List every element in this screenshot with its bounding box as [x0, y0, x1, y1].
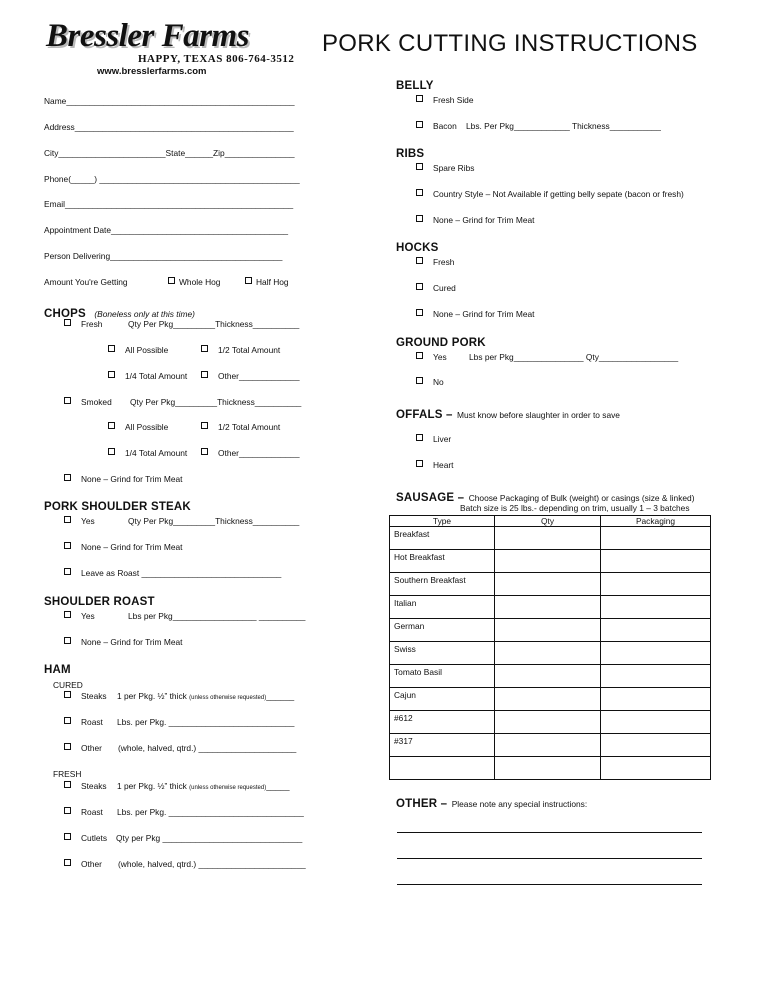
special-instructions-line[interactable] — [397, 858, 702, 859]
hocks-fresh[interactable] — [416, 257, 454, 267]
fresh-label: Fresh — [433, 257, 455, 267]
ribs-none-grind[interactable] — [416, 215, 534, 225]
sausage-note: Choose Packaging of Bulk (weight) or casings (size & linked) — [468, 493, 695, 503]
heart-label: Heart — [433, 460, 454, 470]
chops-fresh-all-possible[interactable] — [108, 345, 168, 355]
checkbox-icon[interactable] — [108, 371, 115, 378]
cured-label: Cured — [433, 283, 456, 293]
shoulder-roast-heading: SHOULDER ROAST — [44, 596, 155, 608]
sausage-qty-cell[interactable] — [495, 596, 601, 619]
checkbox-icon[interactable] — [64, 691, 71, 698]
belly-heading: BELLY — [396, 80, 434, 92]
sausage-qty-cell[interactable] — [495, 688, 601, 711]
name-field[interactable]: Name_________________________________________________ — [44, 96, 295, 106]
table-row — [390, 711, 711, 734]
none-grind-label: None – Grind for Trim Meat — [433, 309, 535, 319]
ham-fresh-label: FRESH — [53, 769, 82, 779]
checkbox-icon[interactable] — [64, 611, 71, 618]
checkbox-icon[interactable] — [64, 743, 71, 750]
checkbox-icon[interactable] — [64, 833, 71, 840]
ham-cured-steaks-desc — [117, 691, 294, 701]
checkbox-icon[interactable] — [64, 717, 71, 724]
chops-title: CHOPS — [44, 308, 86, 320]
checkbox-icon[interactable] — [416, 121, 423, 128]
ground-pork-heading: GROUND PORK — [396, 337, 486, 349]
sausage-type-cell: Swiss — [390, 642, 495, 665]
chops-fresh-label: Fresh — [81, 319, 103, 329]
offals-note: Must know before slaughter in order to save — [457, 410, 620, 420]
table-row — [390, 688, 711, 711]
belly-bacon[interactable] — [416, 121, 457, 131]
no-label: No — [433, 377, 444, 387]
ham-fresh-other[interactable] — [64, 859, 102, 869]
steaks-label: Steaks — [81, 781, 107, 791]
yes-label: Yes — [433, 352, 447, 362]
sausage-type-cell: Tomato Basil — [390, 665, 495, 688]
half-hog-label: Half Hog — [256, 277, 289, 287]
column-header-type: Type — [390, 516, 495, 527]
sausage-type-cell: #612 — [390, 711, 495, 734]
sausage-packaging-cell[interactable] — [601, 757, 711, 780]
cutlets-label: Cutlets — [81, 833, 108, 843]
address-field[interactable]: Address_______________________________________________ — [44, 122, 294, 132]
checkbox-icon[interactable] — [64, 397, 71, 404]
country-style-label: Country Style – Not Available if getting belly sepate (bacon or fresh) — [433, 189, 684, 199]
chops-smoked-all-possible[interactable] — [108, 422, 168, 432]
chops-smoked-half-total[interactable] — [201, 422, 280, 432]
ham-cured-steaks[interactable] — [64, 691, 107, 701]
ham-heading: HAM — [44, 664, 71, 676]
column-header-qty: Qty — [495, 516, 601, 527]
ham-cured-other[interactable] — [64, 743, 102, 753]
shoulder-steak-yes[interactable] — [64, 516, 95, 526]
ham-fresh-cutlets[interactable] — [64, 833, 107, 843]
offals-heading — [396, 405, 620, 423]
ham-fresh-roast-field[interactable]: Lbs. per Pkg. _____________________________ — [117, 807, 304, 817]
checkbox-icon[interactable] — [64, 807, 71, 814]
liver-label: Liver — [433, 434, 452, 444]
other-title: OTHER – — [396, 798, 448, 810]
yes-label: Yes — [81, 516, 95, 526]
table-row — [390, 550, 711, 573]
ham-fresh-steaks[interactable] — [64, 781, 107, 791]
chops-fresh-other[interactable] — [201, 371, 300, 381]
checkbox-icon[interactable] — [416, 309, 423, 316]
shoulder-roast-none-grind[interactable] — [64, 637, 182, 647]
column-header-packaging: Packaging — [601, 516, 711, 527]
chops-smoked-option[interactable] — [64, 397, 112, 407]
sausage-type-cell: Hot Breakfast — [390, 550, 495, 573]
bressler-farms-logo — [46, 18, 295, 68]
table-row — [390, 573, 711, 596]
chops-smoked-other[interactable] — [201, 448, 300, 458]
checkbox-icon[interactable] — [201, 448, 208, 455]
chops-fresh-option[interactable] — [64, 319, 102, 329]
other-note: Please note any special instructions: — [451, 799, 588, 809]
checkbox-icon[interactable] — [201, 345, 208, 352]
steaks-desc: 1 per Pkg. ½” thick — [117, 781, 187, 791]
ham-cured-label: CURED — [53, 680, 83, 690]
sausage-qty-cell[interactable] — [495, 527, 601, 550]
checkbox-icon[interactable] — [416, 163, 423, 170]
checkbox-icon[interactable] — [416, 460, 423, 467]
none-grind-label: None – Grind for Trim Meat — [81, 542, 183, 552]
steaks-label: Steaks — [81, 691, 107, 701]
sausage-table — [389, 515, 711, 780]
amount-label: Amount You're Getting — [44, 277, 128, 287]
shoulder-steak-none-grind[interactable] — [64, 542, 182, 552]
ribs-country-style[interactable] — [416, 189, 684, 199]
checkbox-icon[interactable] — [64, 319, 71, 326]
ham-cured-other-field[interactable]: (whole, halved, qtrd.) _____________________ — [118, 743, 297, 753]
appointment-date-field[interactable]: Appointment Date______________________________________ — [44, 225, 289, 235]
shoulder-roast-lbs-field[interactable]: Lbs per Pkg__________________ __________ — [128, 611, 306, 621]
table-row — [390, 757, 711, 780]
roast-label: Roast — [81, 807, 103, 817]
quarter-total-label: 1/4 Total Amount — [125, 371, 188, 381]
chops-none-grind[interactable] — [64, 474, 182, 484]
special-instructions-line[interactable] — [397, 884, 702, 885]
half-total-label: 1/2 Total Amount — [218, 345, 281, 355]
sausage-packaging-cell[interactable] — [601, 596, 711, 619]
chops-fresh-half-total[interactable] — [201, 345, 280, 355]
checkbox-icon[interactable] — [64, 637, 71, 644]
sausage-qty-cell[interactable] — [495, 550, 601, 573]
checkbox-icon[interactable] — [201, 422, 208, 429]
checkbox-icon[interactable] — [64, 781, 71, 788]
checkbox-icon[interactable] — [416, 434, 423, 441]
chops-fresh-quarter-total[interactable] — [108, 371, 187, 381]
sausage-qty-cell[interactable] — [495, 757, 601, 780]
ham-cured-roast[interactable] — [64, 717, 103, 727]
sausage-type-cell: #317 — [390, 734, 495, 757]
chops-note: (Boneless only at this time) — [94, 309, 195, 319]
quarter-total-label: 1/4 Total Amount — [125, 448, 188, 458]
person-delivering-field[interactable]: Person Delivering_____________________________________ — [44, 251, 283, 261]
shoulder-steak-qty-field[interactable]: Qty Per Pkg_________Thickness__________ — [128, 516, 300, 526]
hocks-heading: HOCKS — [396, 242, 439, 254]
steaks-note: (unless otherwise requested) — [189, 695, 267, 701]
half-hog-option[interactable] — [245, 277, 289, 287]
checkbox-icon[interactable] — [64, 568, 71, 575]
sausage-type-cell: Cajun — [390, 688, 495, 711]
page-title: PORK CUTTING INSTRUCTIONS — [322, 30, 698, 57]
bacon-lbs-field[interactable]: Lbs. Per Pkg____________ Thickness___________ — [466, 121, 661, 131]
ham-fresh-roast[interactable] — [64, 807, 103, 817]
fresh-side-label: Fresh Side — [433, 95, 474, 105]
checkbox-icon[interactable] — [416, 257, 423, 264]
sausage-packaging-cell[interactable] — [601, 711, 711, 734]
sausage-type-cell: German — [390, 619, 495, 642]
none-grind-label: None – Grind for Trim Meat — [433, 215, 535, 225]
hocks-none-grind[interactable] — [416, 309, 534, 319]
other-label: Other — [81, 859, 102, 869]
all-possible-label: All Possible — [125, 422, 169, 432]
chops-smoked-label: Smoked — [81, 397, 112, 407]
table-header-row — [390, 516, 711, 527]
city-state-zip-field[interactable]: City_______________________State______Zip_______________ — [44, 148, 295, 158]
whole-hog-label: Whole Hog — [179, 277, 221, 287]
ham-fresh-other-field[interactable]: (whole, halved, qtrd.) _______________________ — [118, 859, 306, 869]
leave-as-roast-label: Leave as Roast ______________________________ — [81, 568, 282, 578]
table-row — [390, 734, 711, 757]
offals-liver[interactable] — [416, 434, 451, 444]
phone-field[interactable]: Phone(_____) ___________________________________________ — [44, 174, 300, 184]
chops-fresh-qty-field[interactable]: Qty Per Pkg_________Thickness__________ — [128, 319, 300, 329]
sausage-batch-note: Batch size is 25 lbs.- depending on trim, usually 1 – 3 batches — [460, 503, 690, 513]
checkbox-icon[interactable] — [416, 352, 423, 359]
checkbox-icon[interactable] — [416, 95, 423, 102]
sausage-qty-cell[interactable] — [495, 619, 601, 642]
ham-fresh-steaks-desc — [117, 781, 290, 791]
steaks-desc: 1 per Pkg. ½” thick — [117, 691, 187, 701]
chops-smoked-qty-field[interactable]: Qty Per Pkg_________Thickness__________ — [130, 397, 302, 407]
table-row — [390, 642, 711, 665]
none-grind-label: None – Grind for Trim Meat — [81, 637, 183, 647]
checkbox-icon[interactable] — [64, 859, 71, 866]
yes-label: Yes — [81, 611, 95, 621]
checkbox-icon[interactable] — [416, 215, 423, 222]
belly-fresh-side[interactable] — [416, 95, 474, 105]
checkbox-icon[interactable] — [201, 371, 208, 378]
checkbox-icon[interactable] — [64, 516, 71, 523]
checkbox-icon[interactable] — [108, 422, 115, 429]
checkbox-icon[interactable] — [64, 542, 71, 549]
checkbox-icon[interactable] — [416, 377, 423, 384]
ground-pork-yes[interactable] — [416, 352, 447, 362]
table-row — [390, 665, 711, 688]
sausage-title: SAUSAGE – — [396, 492, 465, 504]
checkbox-icon[interactable] — [108, 448, 115, 455]
offals-title: OFFALS – — [396, 409, 453, 421]
checkbox-icon[interactable] — [245, 277, 252, 284]
ham-cured-roast-field[interactable]: Lbs. per Pkg. ___________________________ — [117, 717, 295, 727]
sausage-qty-cell[interactable] — [495, 711, 601, 734]
sausage-type-cell — [390, 757, 495, 780]
hocks-cured[interactable] — [416, 283, 456, 293]
sausage-packaging-cell[interactable] — [601, 527, 711, 550]
other-label: Other — [81, 743, 102, 753]
steaks-line[interactable]: ______ — [266, 691, 295, 701]
all-possible-label: All Possible — [125, 345, 169, 355]
table-row — [390, 527, 711, 550]
offals-heart[interactable] — [416, 460, 453, 470]
other-label: Other_____________ — [218, 371, 300, 381]
shoulder-steak-roast[interactable] — [64, 568, 281, 578]
logo-subtitle: HAPPY, TEXAS 806-764-3512 — [138, 53, 295, 65]
shoulder-roast-yes[interactable] — [64, 611, 95, 621]
sausage-type-cell: Italian — [390, 596, 495, 619]
logo-text: Bressler Farms — [46, 18, 249, 54]
shoulder-steak-heading: PORK SHOULDER STEAK — [44, 501, 191, 513]
website: www.bresslerfarms.com — [97, 66, 207, 77]
sausage-packaging-cell[interactable] — [601, 688, 711, 711]
sausage-packaging-cell[interactable] — [601, 642, 711, 665]
other-heading — [396, 794, 587, 812]
none-grind-label: None – Grind for Trim Meat — [81, 474, 183, 484]
ham-fresh-cutlets-field[interactable]: Qty per Pkg ______________________________ — [116, 833, 303, 843]
ground-pork-lbs-field[interactable]: Lbs per Pkg_______________ Qty_________________ — [469, 352, 679, 362]
sausage-packaging-cell[interactable] — [601, 734, 711, 757]
checkbox-icon[interactable] — [108, 345, 115, 352]
checkbox-icon[interactable] — [416, 283, 423, 290]
other-label: Other_____________ — [218, 448, 300, 458]
chops-smoked-quarter-total[interactable] — [108, 448, 187, 458]
checkbox-icon[interactable] — [64, 474, 71, 481]
steaks-line[interactable]: _____ — [266, 781, 290, 791]
special-instructions-line[interactable] — [397, 832, 702, 833]
steaks-note: (unless otherwise requested) — [189, 785, 267, 791]
email-field[interactable]: Email_________________________________________________ — [44, 199, 294, 209]
checkbox-icon[interactable] — [168, 277, 175, 284]
checkbox-icon[interactable] — [416, 189, 423, 196]
ribs-heading: RIBS — [396, 148, 425, 160]
whole-hog-option[interactable] — [168, 277, 220, 287]
sausage-qty-cell[interactable] — [495, 734, 601, 757]
sausage-qty-cell[interactable] — [495, 642, 601, 665]
sausage-qty-cell[interactable] — [495, 665, 601, 688]
sausage-type-cell: Breakfast — [390, 527, 495, 550]
ribs-spare[interactable] — [416, 163, 474, 173]
half-total-label: 1/2 Total Amount — [218, 422, 281, 432]
sausage-packaging-cell[interactable] — [601, 573, 711, 596]
sausage-packaging-cell[interactable] — [601, 665, 711, 688]
bacon-label: Bacon — [433, 121, 457, 131]
table-row — [390, 619, 711, 642]
spare-ribs-label: Spare Ribs — [433, 163, 475, 173]
roast-label: Roast — [81, 717, 103, 727]
sausage-packaging-cell[interactable] — [601, 619, 711, 642]
sausage-packaging-cell[interactable] — [601, 550, 711, 573]
sausage-type-cell: Southern Breakfast — [390, 573, 495, 596]
table-row — [390, 596, 711, 619]
sausage-qty-cell[interactable] — [495, 573, 601, 596]
ground-pork-no[interactable] — [416, 377, 444, 387]
